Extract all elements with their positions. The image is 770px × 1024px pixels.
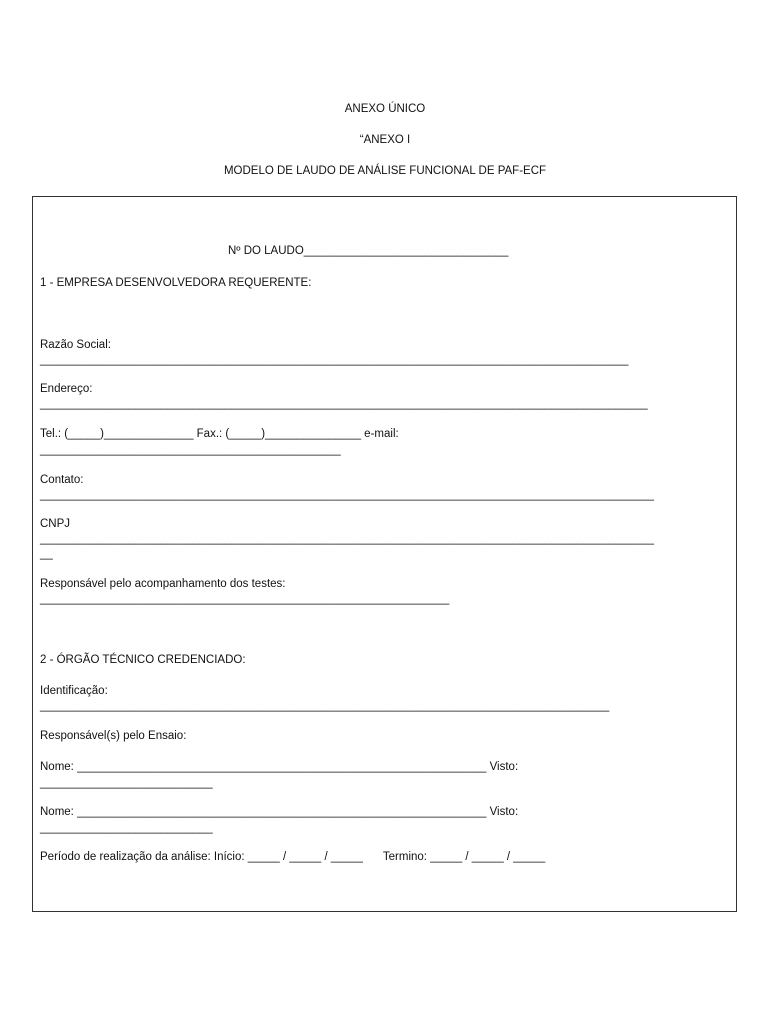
section1-title: 1 - EMPRESA DESENVOLVEDORA REQUERENTE: — [40, 277, 312, 289]
laudo-number-field[interactable]: Nº DO LAUDO________________________________ — [228, 245, 509, 257]
anexo-unico-heading: ANEXO ÚNICO — [344, 103, 426, 115]
cnpj-field-continuation[interactable]: __ — [40, 548, 53, 560]
razao-social-field[interactable]: ____________________________________________________________________________________________ — [40, 354, 629, 366]
periodo-inicio-field[interactable]: Período de realização da análise: Início: _____ / _____ / _____ — [40, 851, 363, 863]
identificacao-field[interactable]: _________________________________________________________________________________________ — [40, 700, 610, 712]
identificacao-label: Identificação: — [40, 685, 108, 697]
cnpj-field[interactable]: ________________________________________________________________________________________________ — [40, 533, 654, 545]
tel-fax-email-field[interactable]: Tel.: (_____)______________ Fax.: (_____)_______________ e-mail: — [40, 428, 399, 440]
endereco-label: Endereço: — [40, 383, 93, 395]
email-field[interactable]: _______________________________________________ — [40, 444, 341, 456]
responsavel-label: Responsável pelo acompanhamento dos testes: — [40, 578, 286, 590]
contato-label: Contato: — [40, 474, 84, 486]
section2-title: 2 - ÓRGÃO TÉCNICO CREDENCIADO: — [40, 654, 246, 666]
modelo-heading: MODELO DE LAUDO DE ANÁLISE FUNCIONAL DE PAF-ECF — [223, 165, 547, 177]
endereco-field[interactable]: _______________________________________________________________________________________________ — [40, 398, 648, 410]
cnpj-label: CNPJ — [40, 518, 71, 530]
nome1-field[interactable]: Nome: ________________________________________________________________ Visto: — [40, 761, 519, 773]
periodo-termino-field[interactable]: Termino: _____ / _____ / _____ — [382, 851, 546, 863]
razao-social-label: Razão Social: — [40, 339, 111, 351]
responsavel-field[interactable]: ________________________________________________________________ — [40, 593, 450, 605]
periodo-row — [40, 851, 545, 863]
anexo-i-heading: “ANEXO I — [359, 134, 411, 146]
form-box — [32, 196, 737, 912]
visto1-field[interactable]: ___________________________ — [40, 777, 213, 789]
contato-field[interactable]: ________________________________________________________________________________________________ — [40, 489, 654, 501]
visto2-field[interactable]: ___________________________ — [40, 822, 213, 834]
responsaveis-label: Responsável(s) pelo Ensaio: — [40, 730, 187, 742]
nome2-field[interactable]: Nome: ________________________________________________________________ Visto: — [40, 806, 519, 818]
